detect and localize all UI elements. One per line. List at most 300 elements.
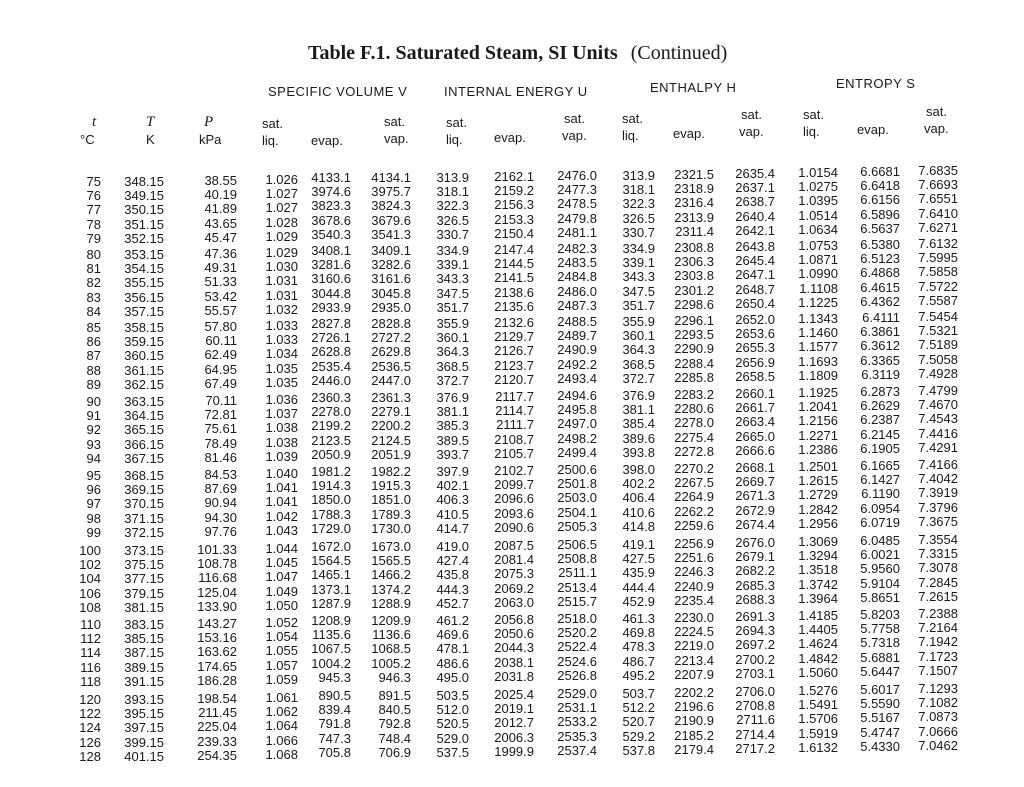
cell-u-liq: 347.5	[436, 285, 469, 301]
cell-P: 97.76	[204, 523, 237, 539]
cell-u-liq: 461.2	[436, 613, 469, 628]
group-internal-energy: INTERNAL ENERGY U	[444, 84, 588, 99]
cell-v-liq: 1.036	[265, 392, 298, 407]
cell-h-vap: 2711.6	[736, 712, 775, 728]
cell-h-liq: 326.5	[622, 210, 655, 226]
cell-s-liq: 1.1343	[798, 311, 838, 326]
cell-u-liq: 334.9	[436, 243, 469, 258]
cell-s-vap: 7.3675	[918, 513, 958, 529]
cell-h-liq: 364.3	[622, 342, 655, 358]
cell-s-evap: 6.2145	[860, 426, 900, 442]
cell-P: 53.42	[204, 288, 237, 304]
cell-s-vap: 7.0873	[918, 709, 958, 725]
cell-v-vap: 1288.9	[371, 595, 411, 611]
cell-s-evap: 6.4615	[860, 279, 900, 295]
cell-s-vap: 7.3796	[918, 499, 958, 515]
cell-s-evap: 5.7318	[860, 635, 900, 651]
cell-P: 143.27	[197, 616, 237, 631]
cell-u-liq: 326.5	[436, 212, 469, 228]
cell-v-evap: 1788.3	[311, 506, 351, 522]
cell-v-liq: 1.059	[265, 671, 298, 687]
cell-u-evap: 2117.7	[495, 389, 534, 404]
cell-h-evap: 2240.9	[674, 578, 714, 594]
cell-h-evap: 2318.9	[674, 181, 714, 197]
cell-t: 110	[80, 617, 101, 632]
cell-u-vap: 2498.2	[557, 430, 597, 446]
cell-u-evap: 2050.6	[494, 626, 534, 642]
cell-u-vap: 2497.0	[557, 416, 597, 432]
cell-h-vap: 2663.4	[735, 414, 775, 430]
cell-v-evap: 3281.6	[311, 257, 351, 273]
cell-u-evap: 2093.6	[494, 505, 534, 521]
cell-v-evap: 791.8	[318, 716, 351, 732]
cell-v-vap: 3541.3	[371, 226, 411, 242]
cell-v-liq: 1.033	[265, 318, 298, 333]
cell-s-liq: 1.5060	[798, 664, 838, 680]
cell-h-liq: 469.8	[622, 625, 655, 641]
cell-t: 86	[86, 334, 101, 350]
cell-v-liq: 1.042	[265, 508, 298, 524]
cell-t: 79	[86, 230, 101, 246]
cell-u-vap: 2484.8	[557, 269, 597, 285]
cell-h-vap: 2714.4	[735, 726, 775, 742]
cell-t: 82	[86, 275, 101, 291]
cell-h-liq: 343.3	[622, 269, 655, 285]
cell-v-liq: 1.027	[265, 186, 298, 202]
cell-h-evap: 2267.5	[674, 475, 714, 491]
cell-h-liq: 520.7	[622, 714, 655, 730]
cell-v-vap: 1789.3	[371, 506, 411, 522]
group-enthalpy: ENTHALPY H	[650, 80, 737, 95]
cell-u-evap: 2081.4	[494, 552, 534, 568]
cell-h-evap: 2301.2	[674, 282, 714, 298]
cell-h-vap: 2638.7	[735, 194, 775, 210]
cell-u-liq: 381.1	[436, 404, 469, 420]
cell-s-liq: 1.0990	[798, 266, 838, 282]
cell-s-liq: 1.4624	[798, 636, 838, 652]
cell-h-evap: 2230.0	[674, 610, 714, 625]
cell-h-evap: 2313.9	[674, 209, 714, 225]
cell-u-liq: 364.3	[436, 344, 469, 360]
cell-v-liq: 1.050	[265, 597, 298, 613]
cell-h-evap: 2264.9	[674, 489, 714, 505]
cell-v-vap: 3679.6	[371, 212, 411, 228]
cell-T: 367.15	[124, 450, 164, 466]
cell-v-liq: 1.041	[265, 494, 298, 510]
cell-h-liq: 529.2	[622, 728, 655, 744]
cell-u-evap: 2012.7	[494, 715, 534, 731]
cell-h-vap: 2637.1	[735, 180, 775, 196]
cell-h-evap: 2196.6	[674, 699, 714, 715]
cell-s-liq: 1.3294	[798, 548, 838, 564]
cell-s-liq: 1.0514	[798, 207, 838, 223]
cell-T: 357.15	[124, 303, 164, 319]
cell-h-evap: 2275.4	[674, 429, 714, 445]
cell-s-liq: 1.5276	[798, 683, 838, 698]
cell-v-vap: 748.4	[378, 730, 411, 746]
cell-t: 95	[86, 468, 101, 483]
cell-s-evap: 5.6447	[860, 663, 900, 679]
cell-h-vap: 2648.7	[735, 281, 775, 297]
cell-v-vap: 2828.8	[371, 316, 411, 331]
cell-v-evap: 3044.8	[311, 285, 351, 301]
cell-t: 76	[86, 188, 101, 204]
cell-s-evap: 5.4747	[860, 724, 900, 740]
cell-v-liq: 1.035	[265, 374, 298, 390]
header-P-unit: kPa	[199, 132, 222, 147]
cell-v-vap: 2629.8	[371, 344, 411, 360]
cell-s-vap: 7.2615	[918, 588, 958, 604]
cell-P: 211.45	[198, 705, 237, 721]
cell-T: 379.15	[124, 585, 164, 601]
cell-s-evap: 5.4330	[860, 738, 900, 754]
cell-h-evap: 2224.5	[674, 624, 714, 640]
cell-v-evap: 3823.3	[311, 198, 351, 214]
cell-v-vap: 3161.6	[371, 271, 411, 287]
cell-h-evap: 2207.9	[674, 666, 714, 682]
cell-v-liq: 1.037	[265, 406, 298, 422]
cell-P: 51.33	[204, 274, 237, 290]
cell-s-liq: 1.2041	[798, 399, 838, 415]
cell-u-liq: 486.6	[436, 655, 469, 671]
cell-s-evap: 6.4868	[860, 265, 900, 281]
cell-v-vap: 2727.2	[371, 330, 411, 346]
cell-h-evap: 2288.4	[674, 355, 714, 371]
cell-s-liq: 1.0634	[798, 221, 838, 237]
cell-u-evap: 2056.8	[494, 612, 534, 627]
cell-v-liq: 1.030	[265, 259, 298, 275]
cell-u-vap: 2486.0	[557, 283, 597, 299]
cell-h-evap: 2259.6	[674, 517, 714, 533]
header-energy-liq: liq.	[446, 132, 463, 147]
cell-u-vap: 2520.2	[557, 625, 597, 641]
cell-P: 125.04	[197, 584, 237, 600]
cell-h-liq: 398.0	[622, 462, 655, 477]
cell-t: 93	[86, 436, 101, 452]
cell-t: 80	[86, 247, 101, 262]
cell-s-liq: 1.0154	[798, 165, 838, 180]
cell-u-evap: 2063.0	[494, 594, 534, 610]
cell-h-liq: 330.7	[622, 224, 655, 240]
cell-v-vap: 3045.8	[371, 285, 411, 301]
cell-s-vap: 7.4928	[918, 365, 958, 381]
cell-h-evap: 2321.5	[674, 167, 714, 182]
cell-v-liq: 1.038	[265, 434, 298, 450]
cell-v-liq: 1.047	[265, 569, 298, 585]
cell-v-evap: 3408.1	[311, 243, 351, 258]
cell-s-liq: 1.5491	[798, 697, 838, 713]
cell-h-evap: 2293.5	[674, 327, 714, 343]
cell-P: 94.30	[204, 509, 237, 525]
cell-h-vap: 2668.1	[735, 460, 775, 475]
cell-v-evap: 2827.8	[311, 316, 351, 331]
cell-h-vap: 2660.1	[735, 386, 775, 401]
cell-v-vap: 4134.1	[371, 170, 411, 185]
cell-s-evap: 5.6881	[860, 649, 900, 665]
cell-u-vap: 2482.3	[557, 241, 597, 256]
cell-u-evap: 2031.8	[494, 668, 534, 684]
cell-T: 372.15	[124, 524, 164, 540]
cell-h-liq: 461.3	[622, 611, 655, 626]
cell-P: 198.54	[197, 691, 237, 706]
cell-h-evap: 2246.3	[674, 564, 714, 580]
cell-t: 118	[80, 673, 101, 689]
cell-h-liq: 347.5	[622, 283, 655, 299]
cell-h-evap: 2185.2	[674, 727, 714, 743]
cell-t: 98	[86, 510, 101, 526]
cell-h-evap: 2296.1	[674, 313, 714, 328]
table-continued-label: (Continued)	[630, 42, 728, 64]
cell-s-liq: 1.1577	[798, 339, 838, 355]
cell-t: 128	[79, 748, 101, 764]
cell-v-liq: 1.031	[265, 273, 298, 289]
cell-v-evap: 1067.5	[311, 641, 351, 657]
cell-h-liq: 478.3	[622, 639, 655, 655]
cell-u-liq: 330.7	[436, 226, 469, 242]
cell-h-vap: 2672.9	[735, 502, 775, 518]
cell-u-vap: 2487.3	[557, 297, 597, 313]
cell-P: 72.81	[204, 407, 237, 423]
cell-u-liq: 414.7	[436, 520, 469, 536]
cell-u-evap: 2144.5	[494, 256, 534, 272]
cell-P: 40.19	[204, 187, 237, 203]
cell-T: 375.15	[124, 557, 164, 573]
cell-h-liq: 351.7	[622, 297, 655, 313]
cell-h-vap: 2691.3	[735, 609, 775, 624]
cell-s-vap: 7.5321	[918, 323, 958, 339]
cell-u-liq: 503.5	[436, 688, 469, 703]
cell-v-evap: 2123.5	[311, 432, 351, 448]
cell-u-vap: 2476.0	[557, 168, 597, 183]
cell-v-vap: 3409.1	[371, 243, 411, 258]
cell-v-liq: 1.043	[265, 522, 298, 538]
cell-u-evap: 2114.7	[495, 403, 534, 419]
cell-u-liq: 313.9	[436, 170, 469, 185]
cell-t: 78	[86, 216, 101, 232]
cell-h-evap: 2280.6	[674, 401, 714, 417]
cell-u-evap: 2096.6	[494, 491, 534, 507]
cell-u-vap: 2505.3	[557, 518, 597, 534]
cell-P: 38.55	[204, 173, 237, 188]
cell-u-evap: 2111.7	[496, 417, 534, 433]
cell-v-evap: 4133.1	[311, 170, 351, 185]
cell-s-evap: 5.8203	[860, 607, 900, 622]
cell-t: 88	[86, 362, 101, 378]
cell-h-vap: 2645.4	[735, 253, 775, 269]
cell-u-liq: 495.0	[436, 669, 469, 685]
header-energy-sat-vap: sat.	[564, 111, 585, 126]
cell-h-liq: 406.4	[622, 490, 655, 506]
cell-h-vap: 2656.9	[735, 354, 775, 370]
cell-s-evap: 6.2629	[860, 398, 900, 414]
cell-h-evap: 2270.2	[674, 461, 714, 476]
header-enthalpy-sat-liq: sat.	[622, 111, 643, 126]
cell-s-vap: 7.1082	[918, 695, 958, 711]
cell-P: 75.61	[204, 421, 237, 437]
cell-v-vap: 2536.5	[371, 358, 411, 374]
cell-u-liq: 318.1	[436, 184, 469, 200]
cell-s-vap: 7.4166	[918, 457, 958, 472]
cell-h-vap: 2650.4	[735, 295, 775, 311]
cell-u-evap: 2038.1	[494, 654, 534, 670]
cell-u-liq: 529.0	[436, 730, 469, 746]
cell-v-evap: 1672.0	[311, 539, 351, 554]
cell-u-liq: 452.7	[436, 595, 469, 611]
cell-u-evap: 1999.9	[494, 743, 534, 759]
cell-u-liq: 402.1	[436, 478, 469, 494]
cell-h-liq: 414.8	[622, 518, 655, 534]
cell-u-vap: 2489.7	[557, 328, 597, 344]
cell-P: 163.62	[197, 644, 237, 660]
cell-u-liq: 520.5	[436, 716, 469, 732]
cell-T: 368.15	[124, 468, 164, 483]
cell-s-liq: 1.1108	[799, 280, 838, 296]
cell-v-evap: 2050.9	[311, 446, 351, 462]
cell-t: 97	[86, 496, 101, 512]
cell-h-evap: 2179.4	[674, 741, 714, 757]
cell-v-vap: 2361.3	[371, 390, 411, 405]
cell-v-evap: 1914.3	[311, 478, 351, 494]
cell-h-liq: 360.1	[622, 328, 655, 344]
cell-s-vap: 7.3315	[918, 546, 958, 562]
cell-h-liq: 372.7	[622, 370, 655, 386]
cell-u-vap: 2533.2	[557, 714, 597, 730]
cell-T: 349.15	[124, 188, 164, 204]
cell-P: 45.47	[204, 229, 237, 245]
cell-u-vap: 2515.7	[557, 593, 597, 609]
cell-h-liq: 376.9	[622, 388, 655, 403]
cell-u-vap: 2490.9	[557, 342, 597, 358]
cell-u-vap: 2483.5	[557, 255, 597, 271]
cell-h-vap: 2669.7	[735, 474, 775, 490]
cell-T: 385.15	[124, 631, 164, 647]
header-energy-vap: vap.	[562, 128, 587, 143]
cell-u-evap: 2129.7	[494, 329, 534, 345]
cell-P: 90.94	[204, 495, 237, 511]
cell-v-vap: 1374.2	[371, 581, 411, 597]
cell-s-vap: 7.5995	[918, 250, 958, 266]
cell-T: 387.15	[124, 645, 164, 661]
cell-v-evap: 1208.9	[311, 613, 351, 628]
cell-s-evap: 6.1905	[860, 440, 900, 456]
cell-s-vap: 7.6835	[918, 163, 958, 178]
cell-h-liq: 486.7	[622, 653, 655, 669]
cell-v-liq: 1.029	[265, 245, 298, 260]
cell-u-evap: 2019.1	[494, 701, 534, 717]
cell-h-liq: 368.5	[622, 356, 655, 372]
cell-s-vap: 7.2164	[918, 620, 958, 636]
cell-u-evap: 2150.4	[494, 225, 534, 241]
cell-h-vap: 2676.0	[735, 535, 775, 550]
cell-h-evap: 2202.2	[674, 685, 714, 700]
cell-P: 78.49	[204, 435, 237, 451]
cell-s-evap: 6.4362	[860, 293, 900, 309]
cell-v-liq: 1.028	[265, 214, 298, 230]
header-P: P	[204, 114, 214, 130]
cell-u-liq: 385.3	[436, 418, 469, 434]
cell-T: 371.15	[124, 510, 164, 526]
cell-h-evap: 2190.9	[674, 713, 714, 729]
cell-t: 122	[79, 706, 101, 722]
cell-h-evap: 2283.2	[674, 387, 714, 402]
cell-t: 116	[80, 659, 101, 675]
cell-v-liq: 1.032	[265, 301, 298, 317]
cell-s-evap: 6.4111	[862, 310, 900, 325]
cell-P: 108.78	[197, 556, 237, 572]
cell-u-evap: 2069.2	[494, 580, 534, 596]
header-volume-evap: evap.	[311, 133, 343, 148]
header-energy-sat-liq: sat.	[446, 115, 467, 130]
cell-h-vap: 2682.2	[735, 563, 775, 579]
cell-T: 358.15	[124, 320, 164, 335]
cell-s-liq: 1.6132	[798, 739, 838, 755]
cell-P: 60.11	[205, 333, 237, 349]
cell-h-evap: 2219.0	[674, 638, 714, 654]
cell-u-liq: 435.8	[436, 567, 469, 583]
cell-s-liq: 1.0395	[798, 193, 838, 209]
cell-v-evap: 1287.9	[311, 595, 351, 611]
cell-u-evap: 2135.6	[494, 298, 534, 314]
cell-h-vap: 2635.4	[735, 166, 775, 181]
cell-s-evap: 6.0021	[860, 547, 900, 563]
cell-v-evap: 1465.1	[311, 567, 351, 583]
header-enthalpy-sat-vap: sat.	[741, 107, 762, 122]
header-entropy-vap: vap.	[924, 121, 949, 136]
cell-s-evap: 6.3119	[861, 366, 900, 382]
cell-t: 83	[86, 289, 101, 305]
cell-h-evap: 2285.8	[674, 369, 714, 385]
cell-s-evap: 6.1665	[860, 458, 900, 473]
table-title-text: Table F.1. Saturated Steam, SI Units	[308, 42, 618, 64]
cell-u-evap: 2153.3	[494, 211, 534, 227]
cell-P: 49.31	[204, 260, 237, 276]
cell-s-liq: 1.2156	[798, 413, 838, 429]
cell-h-vap: 2694.3	[735, 623, 775, 639]
cell-u-evap: 2108.7	[494, 431, 534, 447]
cell-h-evap: 2235.4	[674, 592, 714, 608]
cell-h-vap: 2642.1	[735, 222, 775, 238]
cell-v-vap: 2124.5	[371, 432, 411, 448]
cell-u-vap: 2529.0	[557, 686, 597, 701]
cell-v-evap: 747.3	[318, 730, 351, 746]
cell-u-liq: 537.5	[436, 744, 469, 760]
cell-s-liq: 1.5919	[798, 725, 838, 741]
cell-s-evap: 5.6017	[860, 682, 900, 697]
cell-u-evap: 2006.3	[494, 729, 534, 745]
cell-v-liq: 1.064	[265, 718, 298, 734]
cell-s-vap: 7.6410	[918, 205, 958, 221]
cell-v-vap: 1209.9	[371, 613, 411, 628]
header-volume-vap: vap.	[384, 131, 409, 146]
header-entropy-sat-liq: sat.	[803, 107, 824, 122]
cell-u-liq: 368.5	[436, 358, 469, 374]
cell-s-evap: 6.3861	[860, 324, 900, 340]
cell-s-vap: 7.5058	[918, 351, 958, 367]
cell-P: 116.68	[198, 570, 237, 586]
cell-h-evap: 2251.6	[674, 550, 714, 566]
cell-s-vap: 7.4799	[918, 383, 958, 398]
cell-s-evap: 6.5896	[860, 206, 900, 222]
header-t: t	[92, 114, 97, 130]
cell-T: 366.15	[124, 436, 164, 452]
cell-h-liq: 452.9	[622, 593, 655, 609]
cell-u-vap: 2478.5	[557, 196, 597, 212]
cell-h-liq: 318.1	[622, 182, 655, 198]
cell-v-evap: 1729.0	[311, 520, 351, 536]
cell-s-vap: 7.3554	[918, 532, 958, 547]
header-volume-sat-liq: sat.	[262, 116, 283, 131]
cell-v-evap: 3974.6	[311, 184, 351, 200]
